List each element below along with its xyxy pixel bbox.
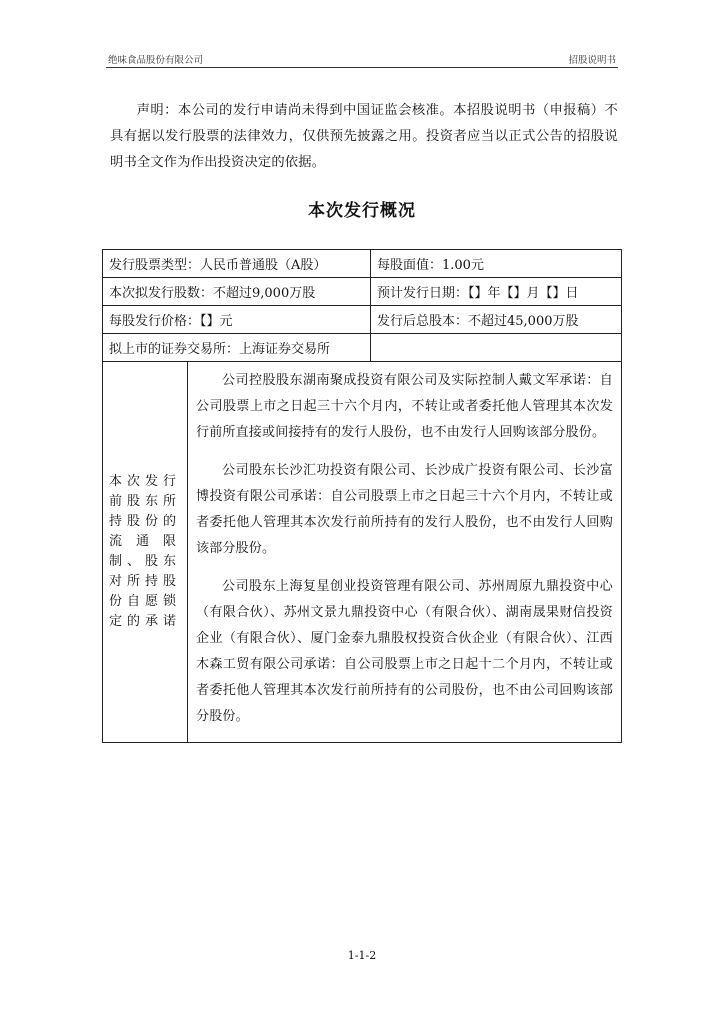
page-number: 1-1-2 xyxy=(347,949,377,962)
header-rule xyxy=(106,67,618,68)
header-company: 绝味食品股份有限公司 xyxy=(108,55,204,66)
table-row xyxy=(103,306,622,334)
header-doc-type: 招股说明书 xyxy=(568,55,616,66)
empty-cell xyxy=(371,334,622,362)
section-title: 本次发行概况 xyxy=(308,201,416,221)
total-shares-cell: 发行后总股本：不超过45,000万股 xyxy=(371,306,622,334)
offering-overview-table xyxy=(102,249,622,743)
lockup-paragraph-investors: 公司股东上海复星创业投资管理有限公司、苏州周原九鼎投资中心（有限合伙）、苏州文景九鼎投资中心（有限合伙）、湖南晟果财信投资企业（有限合伙）、厦门金泰九鼎股权投资合伙企业（有限合伙）、江西木森工贸有限公司承诺：自公司股票上市之日起十二个月内，不转让或者委托他人管理其本次发行前所持有的公司股份，也不由公司回购该部分股份。 xyxy=(196,579,613,724)
stock-type-cell: 发行股票类型：人民币普通股（A股） xyxy=(103,250,371,278)
table-row xyxy=(103,362,622,743)
disclaimer-statement: 声明：本公司的发行申请尚未得到中国证监会核准。本招股说明书（申报稿）不具有据以发行股票的法律效力，仅供预先披露之用。投资者应当以正式公告的招股说明书全文作为作出投资决定的依据。 xyxy=(110,103,618,170)
lockup-paragraph-changsha: 公司股东长沙汇功投资有限公司、长沙成广投资有限公司、长沙富博投资有限公司承诺：自公司股票上市之日起三十六个月内，不转让或者委托他人管理其本次发行前所持有的发行人股份，也不由发行人回购该部分股份。 xyxy=(196,463,613,556)
lockup-table xyxy=(103,362,621,742)
lockup-paragraph-controlling: 公司控股股东湖南聚成投资有限公司及实际控制人戴文军承诺：自公司股票上市之日起三十六个月内，不转让或者委托他人管理其本次发行前所直接或间接持有的发行人股份，也不由发行人回购该部分股份。 xyxy=(196,373,613,440)
issue-price-cell: 每股发行价格：【】元 xyxy=(103,306,371,334)
shares-to-issue-cell: 本次拟发行股数：不超过9,000万股 xyxy=(103,278,371,306)
issue-date-cell: 预计发行日期：【】年【】月【】日 xyxy=(371,278,622,306)
exchange-cell: 拟上市的证券交易所：上海证券交易所 xyxy=(103,334,371,362)
table-row xyxy=(103,250,622,278)
par-value-cell: 每股面值：1.00元 xyxy=(371,250,622,278)
lockup-commitments xyxy=(188,362,622,742)
table-row xyxy=(103,278,622,306)
lockup-label: 本次发行前股东所持股份的流通限制、股东对所持股份自愿锁定的承诺 xyxy=(103,362,188,742)
table-row xyxy=(103,334,622,362)
